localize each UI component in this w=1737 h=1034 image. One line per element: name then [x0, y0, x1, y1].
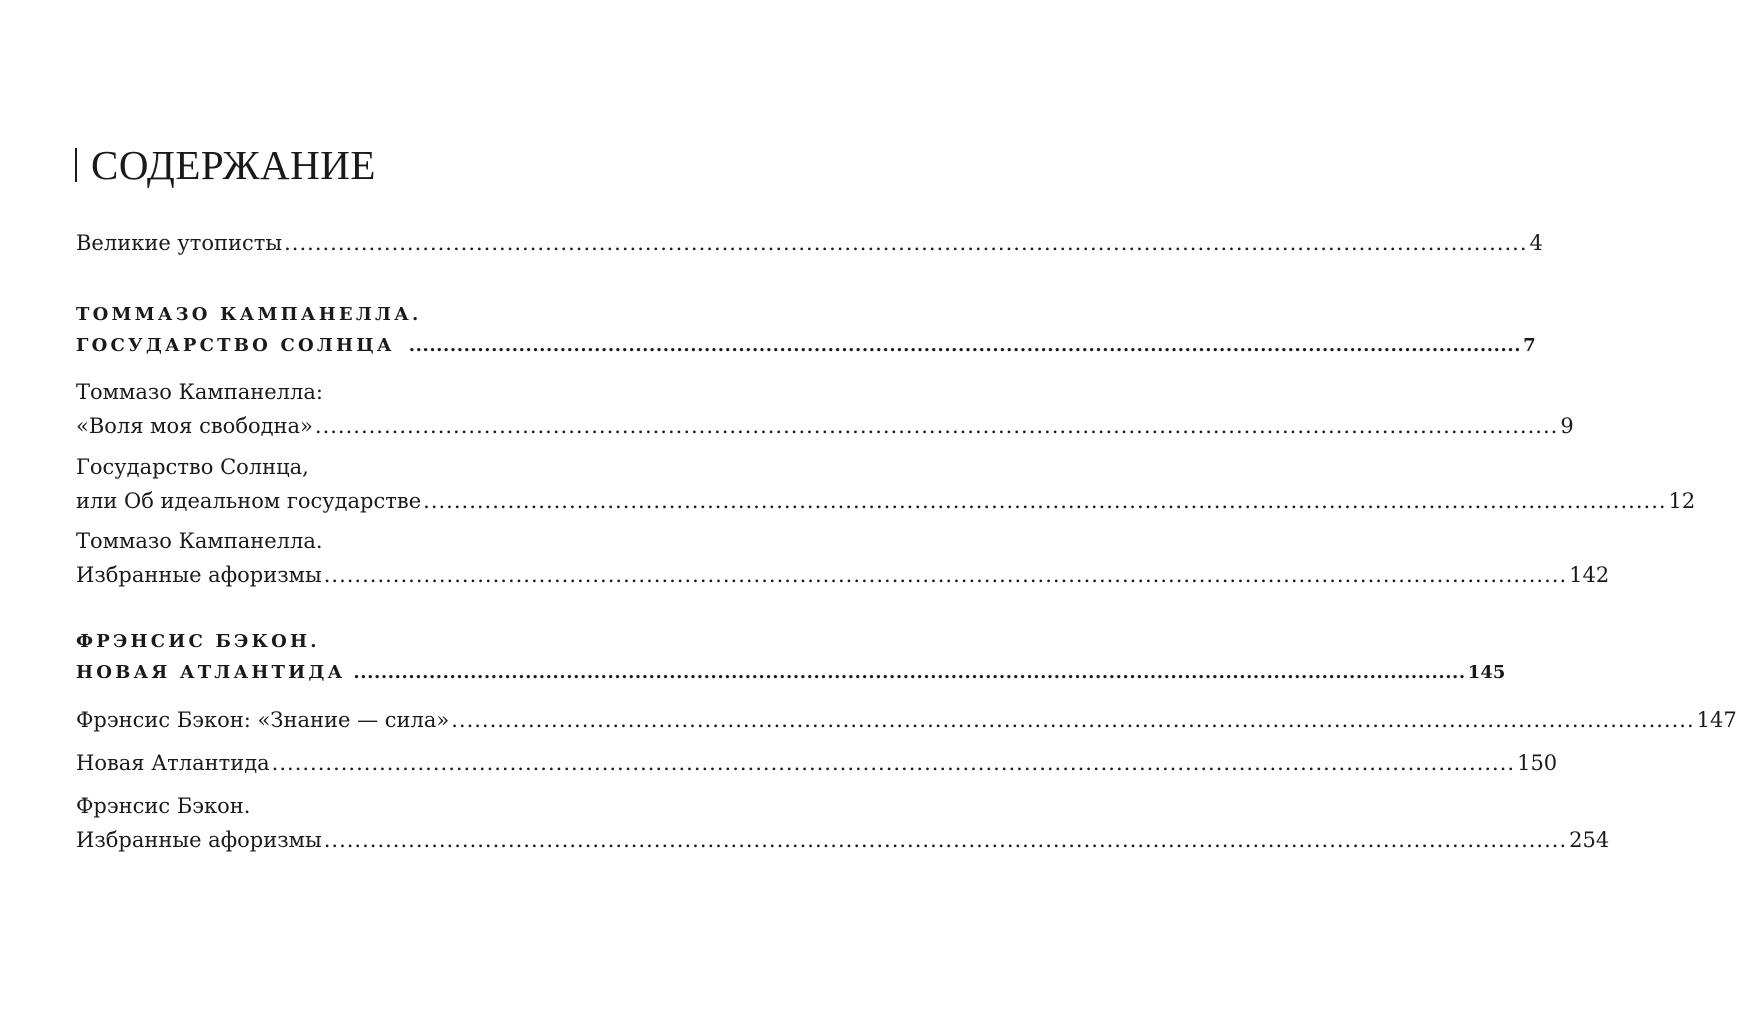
leader-dots: .................................................................................................................................................................. [284, 231, 1528, 255]
leader-dots: .................................................................................................................................................................. [353, 662, 1466, 683]
entry-title-line1: Томмазо Кампанелла. [76, 529, 323, 553]
toc-entry-intro[interactable] [76, 226, 1543, 260]
page-number: 150 [1517, 751, 1558, 775]
toc-entry[interactable] [76, 524, 1610, 592]
toc-entry[interactable] [76, 450, 1696, 518]
entry-title: Великие утописты [76, 231, 283, 255]
toc-entry[interactable] [76, 789, 1610, 857]
entry-title: Новая Атлантида [76, 751, 270, 775]
title-rule [75, 148, 77, 182]
leader-dots: .................................................................................................................................................................. [314, 414, 1559, 438]
section-title-line2: НОВАЯ АТЛАНТИДА [76, 662, 346, 683]
entry-title-line2: «Воля моя свободна» [76, 414, 313, 438]
page-title: СОДЕРЖАНИЕ [91, 142, 376, 188]
leader-dots: .................................................................................................................................................................. [323, 563, 1568, 587]
leader-dots: .................................................................................................................................................................. [323, 828, 1568, 852]
page-number: 12 [1668, 489, 1696, 513]
toc-entry[interactable] [76, 375, 1574, 443]
entry-title: Фрэнсис Бэкон: «Знание — сила» [76, 708, 450, 732]
section-heading-campanella[interactable] [76, 299, 1536, 361]
entry-title-line1: Томмазо Кампанелла: [76, 380, 323, 404]
page-number: 7 [1523, 335, 1536, 356]
page-number: 147 [1696, 708, 1737, 732]
entry-title-line2: Избранные афоризмы [76, 828, 322, 852]
title-block [75, 140, 376, 190]
entry-title-line2: или Об идеальном государстве [76, 489, 422, 513]
entry-title-line1: Фрэнсис Бэкон. [76, 794, 251, 818]
leader-dots: .................................................................................................................................................................. [423, 489, 1667, 513]
leader-dots: .................................................................................................................................................................. [451, 708, 1695, 732]
section-heading-bacon[interactable] [76, 626, 1506, 688]
entry-title-line1: Государство Солнца, [76, 455, 309, 479]
page-number: 254 [1569, 828, 1610, 852]
page-number: 4 [1529, 231, 1543, 255]
leader-dots: .................................................................................................................................................................. [271, 751, 1516, 775]
page-number: 9 [1560, 414, 1574, 438]
toc-entry[interactable] [76, 746, 1558, 780]
section-title-line1: ТОММАЗО КАМПАНЕЛЛА. [76, 304, 422, 325]
section-title-line2: ГОСУДАРСТВО СОЛНЦА [76, 335, 395, 356]
page-number: 142 [1569, 563, 1610, 587]
section-title-line1: ФРЭНСИС БЭКОН. [76, 631, 320, 652]
entry-title-line2: Избранные афоризмы [76, 563, 322, 587]
page-number: 145 [1467, 662, 1506, 683]
toc-entry[interactable] [76, 703, 1737, 737]
leader-dots: .................................................................................................................................................................. [408, 335, 1522, 356]
